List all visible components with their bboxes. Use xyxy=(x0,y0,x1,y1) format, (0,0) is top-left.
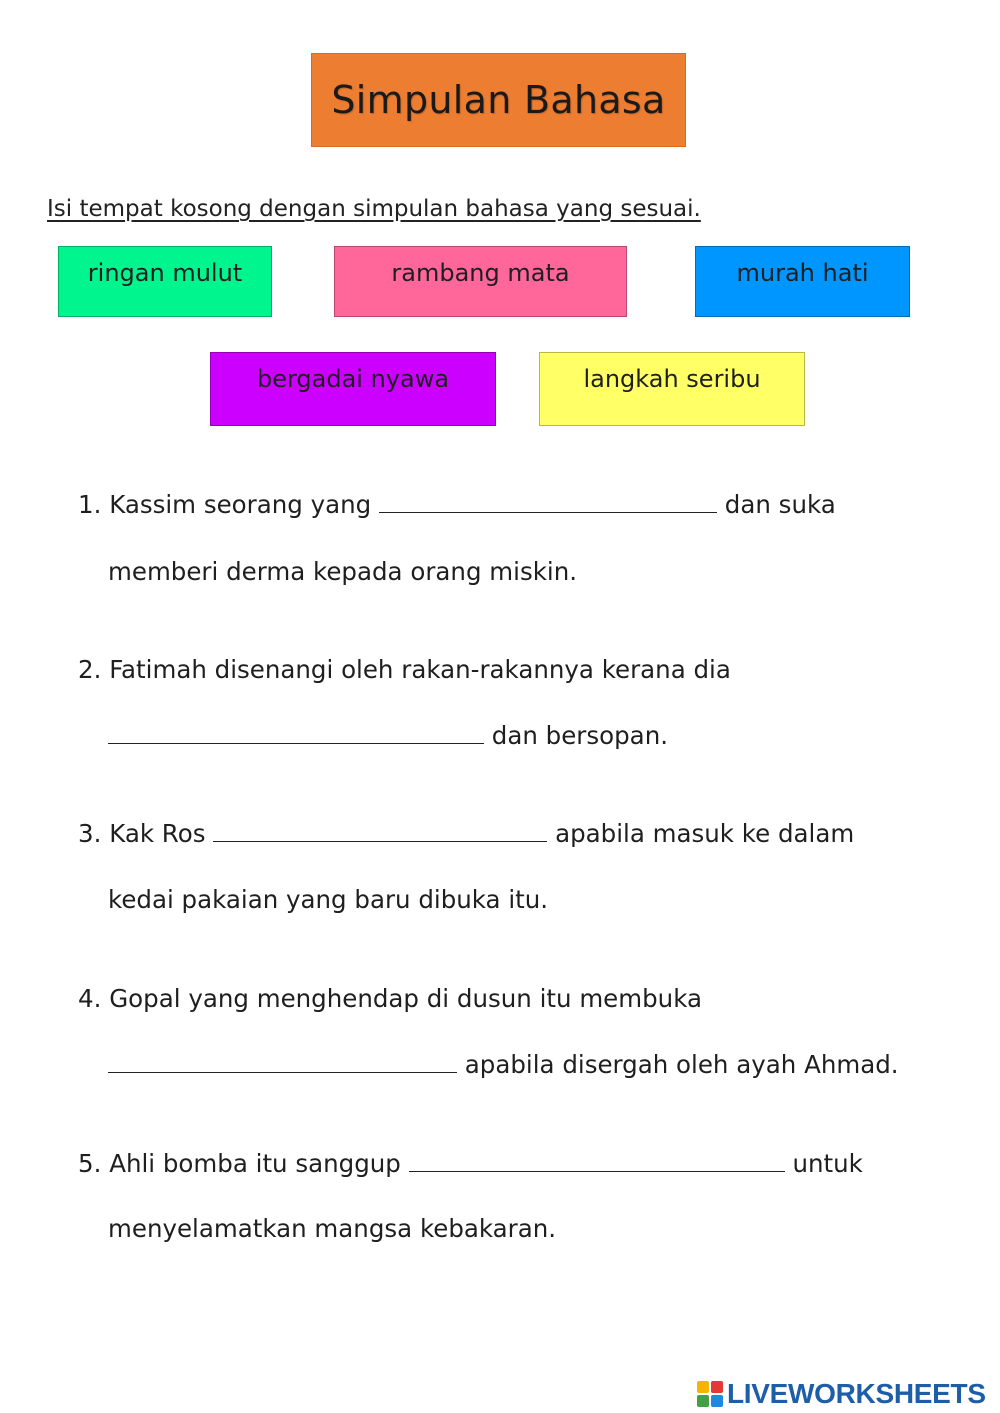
answer-blank-5[interactable] xyxy=(409,1151,785,1172)
answer-blank-4[interactable] xyxy=(108,1052,457,1073)
question-text: apabila disergah oleh ayah Ahmad. xyxy=(464,1050,899,1079)
instruction-text: Isi tempat kosong dengan simpulan bahasa yang sesuai. xyxy=(47,196,701,222)
logo-square-icon xyxy=(711,1381,723,1393)
question-text: dan suka xyxy=(724,490,836,519)
word-bank-item-rambang-mata[interactable]: rambang mata xyxy=(334,246,627,317)
question-number: 3. xyxy=(78,819,102,848)
question-number: 1. xyxy=(78,490,102,519)
question-2-line-1 xyxy=(78,655,731,684)
question-2-line-2 xyxy=(108,721,668,750)
question-4-line-2 xyxy=(108,1050,899,1079)
question-4-line-1 xyxy=(78,984,702,1013)
answer-blank-3[interactable] xyxy=(213,821,547,842)
question-text: apabila masuk ke dalam xyxy=(555,819,855,848)
question-number: 5. xyxy=(78,1149,102,1178)
logo-square-icon xyxy=(697,1381,709,1393)
question-text: Ahli bomba itu sanggup xyxy=(109,1149,401,1178)
question-5-line-1 xyxy=(78,1149,863,1178)
word-bank-item-ringan-mulut[interactable]: ringan mulut xyxy=(58,246,272,317)
question-5-line-2: menyelamatkan mangsa kebakaran. xyxy=(108,1214,557,1243)
question-3-line-1 xyxy=(78,819,854,848)
question-number: 2. xyxy=(78,655,102,684)
question-text: Kak Ros xyxy=(109,819,206,848)
logo-square-icon xyxy=(697,1395,709,1407)
question-number: 4. xyxy=(78,984,102,1013)
answer-blank-2[interactable] xyxy=(108,723,484,744)
question-text: untuk xyxy=(792,1149,863,1178)
question-3-line-2: kedai pakaian yang baru dibuka itu. xyxy=(108,885,549,914)
page-title: Simpulan Bahasa xyxy=(311,53,686,147)
question-text: Gopal yang menghendap di dusun itu membuka xyxy=(109,984,702,1013)
question-1-line-1 xyxy=(78,490,836,519)
question-text: Kassim seorang yang xyxy=(109,490,372,519)
word-bank-item-bergadai-nyawa[interactable]: bergadai nyawa xyxy=(210,352,496,426)
question-text: dan bersopan. xyxy=(491,721,669,750)
liveworksheets-branding xyxy=(697,1378,986,1410)
logo-square-icon xyxy=(711,1395,723,1407)
word-bank-item-langkah-seribu[interactable]: langkah seribu xyxy=(539,352,805,426)
answer-blank-1[interactable] xyxy=(379,492,717,513)
liveworksheets-logo-icon xyxy=(697,1381,723,1407)
word-bank-item-murah-hati[interactable]: murah hati xyxy=(695,246,910,317)
brand-text: LIVEWORKSHEETS xyxy=(727,1378,986,1409)
question-1-line-2: memberi derma kepada orang miskin. xyxy=(108,557,578,586)
question-text: Fatimah disenangi oleh rakan-rakannya kerana dia xyxy=(109,655,731,684)
